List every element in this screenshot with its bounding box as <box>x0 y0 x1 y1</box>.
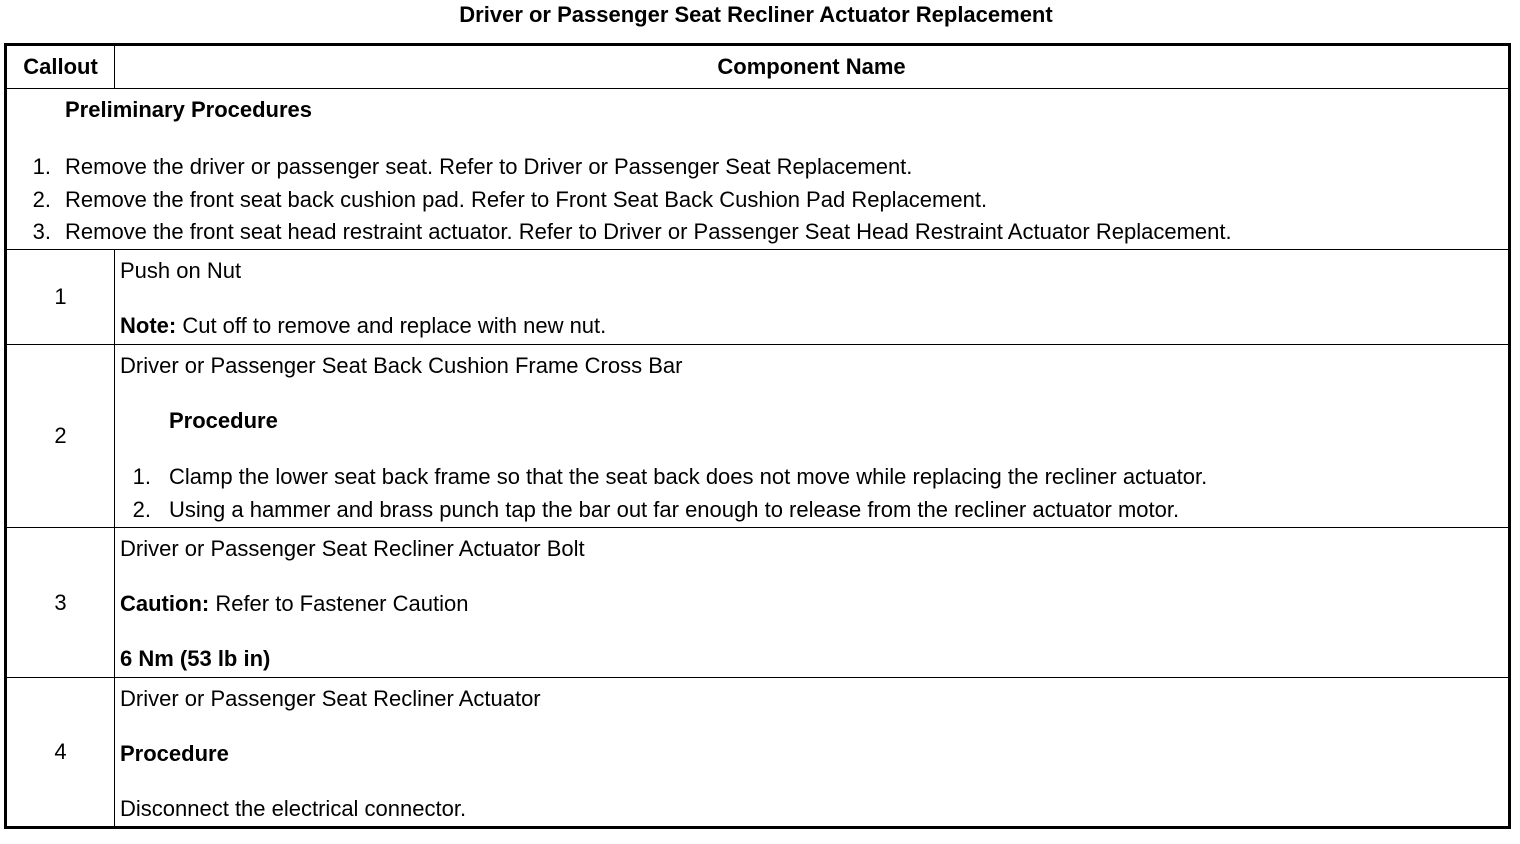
procedure-steps <box>115 461 1495 526</box>
component-cell <box>115 250 1510 345</box>
component-name: Driver or Passenger Seat Back Cushion Frame Cross Bar <box>120 353 683 378</box>
list-item <box>115 494 1495 527</box>
caution-label: Caution: <box>120 591 210 616</box>
component-cell <box>115 345 1510 528</box>
step-number: 1. <box>32 154 51 179</box>
table-header-row <box>6 45 1510 89</box>
step-number: 3. <box>32 219 51 244</box>
component-name: Driver or Passenger Seat Recliner Actuator <box>120 686 541 711</box>
list-item <box>7 151 1487 184</box>
callout-number: 4 <box>6 678 115 828</box>
callout-number: 2 <box>6 345 115 528</box>
document-title: Driver or Passenger Seat Recliner Actuator Replacement <box>459 2 1053 27</box>
caution <box>120 591 468 617</box>
list-item <box>7 184 1487 217</box>
step-text: Remove the driver or passenger seat. Refer to Driver or Passenger Seat Replacement. <box>65 154 913 179</box>
step-number: 2. <box>32 186 51 212</box>
component-name: Driver or Passenger Seat Recliner Actuator Bolt <box>120 536 585 561</box>
step-text: Clamp the lower seat back frame so that the seat back does not move while replacing the recliner actuator. <box>169 464 1208 489</box>
note-label: Note: <box>120 313 177 338</box>
step-number: 1. <box>132 464 151 489</box>
component-cell <box>115 678 1510 828</box>
procedure-heading: Procedure <box>120 741 229 766</box>
preliminary-row <box>6 89 1510 250</box>
list-item <box>115 461 1495 494</box>
step-text: Remove the front seat head restraint actuator. Refer to Driver or Passenger Seat Head Restraint Actuator Replacement. <box>65 219 1232 244</box>
table-row <box>6 345 1510 528</box>
step-text: Remove the front seat back cushion pad. Refer to Front Seat Back Cushion Pad Replacement. <box>65 186 988 212</box>
caution-text: Refer to Fastener Caution <box>209 591 469 616</box>
component-cell <box>115 528 1510 678</box>
callout-number: 1 <box>6 250 115 345</box>
procedure-heading: Procedure <box>169 408 278 433</box>
procedure-table <box>4 43 1511 829</box>
table-row <box>6 678 1510 828</box>
step-number: 2. <box>132 496 151 522</box>
list-item <box>7 216 1487 249</box>
preliminary-steps <box>7 151 1487 249</box>
note-text: Cut off to remove and replace with new nut. <box>176 313 607 338</box>
preliminary-cell <box>6 89 1510 250</box>
step-text: Using a hammer and brass punch tap the bar out far enough to release from the recliner actuator motor. <box>169 496 1180 522</box>
note <box>120 313 606 339</box>
table-row <box>6 528 1510 678</box>
component-name: Push on Nut <box>120 258 242 283</box>
callout-number: 3 <box>6 528 115 678</box>
preliminary-heading: Preliminary Procedures <box>65 97 313 122</box>
torque-spec: 6 Nm (53 lb in) <box>120 646 271 671</box>
instruction-text: Disconnect the electrical connector. <box>120 796 467 821</box>
header-component-name: Component Name <box>115 45 1510 89</box>
header-callout: Callout <box>6 45 115 89</box>
table-row <box>6 250 1510 345</box>
